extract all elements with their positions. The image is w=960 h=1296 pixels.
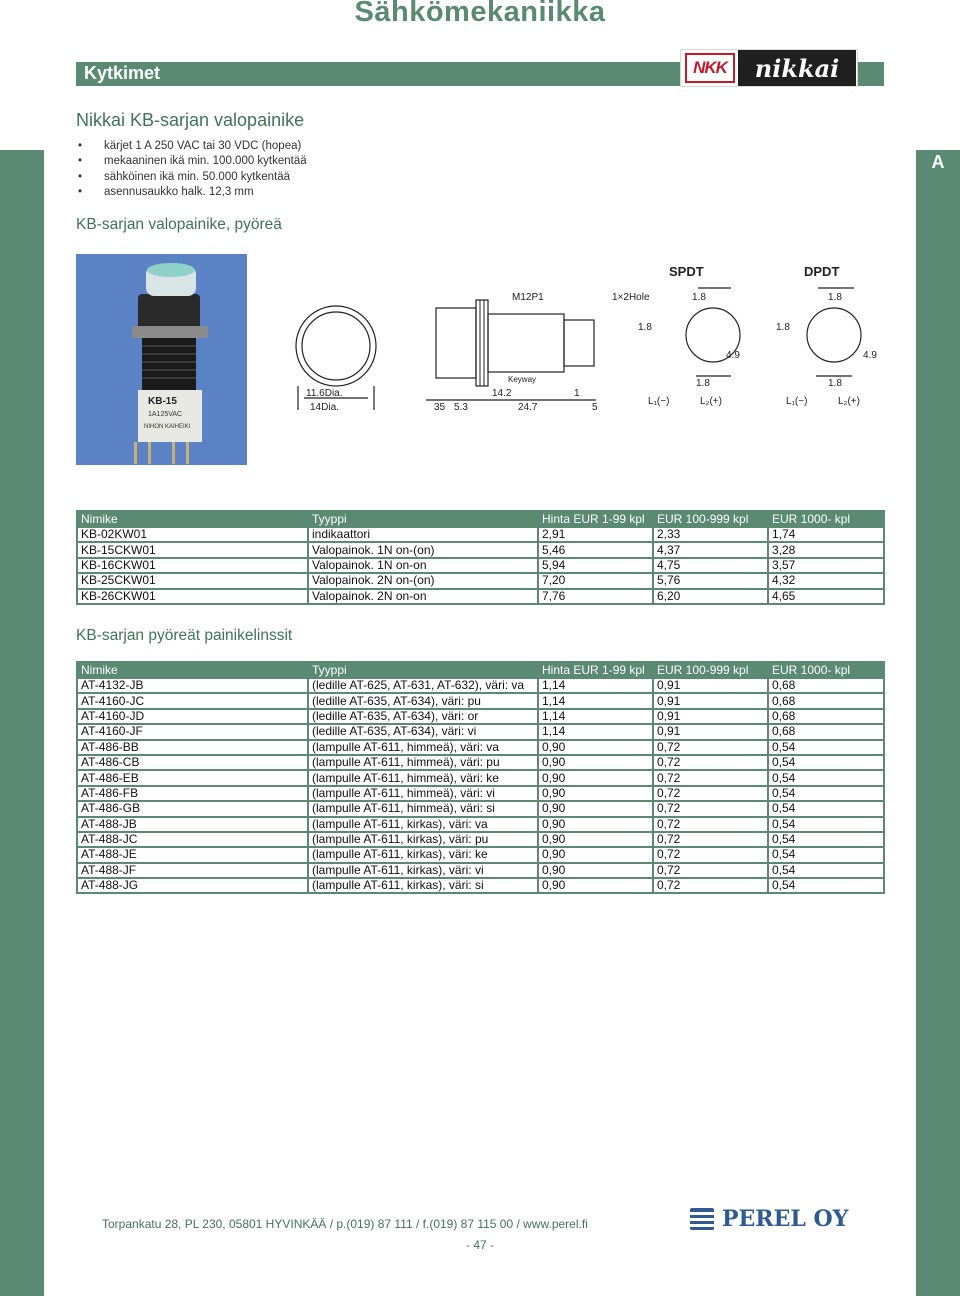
table-cell: AT-486-EB — [77, 770, 308, 785]
dim-label: 35 — [434, 402, 446, 413]
table-cell: KB-16CKW01 — [77, 558, 308, 573]
table-row — [77, 801, 884, 816]
column-header: Hinta EUR 1-99 kpl — [538, 662, 653, 678]
table-cell: 4,37 — [653, 542, 768, 557]
table-cell: (ledille AT-635, AT-634), väri: pu — [308, 693, 538, 708]
dim-label: 5 — [592, 402, 598, 413]
table-cell: AT-4132-JB — [77, 678, 308, 693]
table-cell: KB-25CKW01 — [77, 573, 308, 588]
table-cell: Valopainok. 1N on-on — [308, 558, 538, 573]
table-cell: 0,72 — [653, 847, 768, 862]
table-cell: 4,32 — [768, 573, 884, 588]
product-photo — [76, 254, 247, 465]
table-cell: AT-488-JG — [77, 878, 308, 893]
table-cell: 7,20 — [538, 573, 653, 588]
dim-label: 1.8 — [776, 322, 790, 333]
nikkai-logo-word: nikkai — [738, 50, 856, 86]
table-row — [77, 832, 884, 847]
table-cell: (lampulle AT-611, kirkas), väri: vi — [308, 863, 538, 878]
table-row — [77, 863, 884, 878]
dim-label: 4.9 — [863, 350, 877, 361]
table-cell: 0,91 — [653, 709, 768, 724]
nikkai-logo — [680, 49, 858, 87]
table-cell: 0,54 — [768, 755, 884, 770]
diameter-label: 14Dia. — [310, 402, 339, 413]
table-row — [77, 786, 884, 801]
table-cell: (lampulle AT-611, kirkas), väri: va — [308, 817, 538, 832]
table-row — [77, 709, 884, 724]
table-cell: 0,72 — [653, 832, 768, 847]
table-cell: 0,54 — [768, 740, 884, 755]
table-cell: 5,94 — [538, 558, 653, 573]
table-row — [77, 558, 884, 573]
table-cell: AT-486-GB — [77, 801, 308, 816]
spdt-label: SPDT — [669, 264, 704, 279]
terminal-label: L₁(−) — [786, 396, 808, 407]
feature-item: • kärjet 1 A 250 VAC tai 30 VDC (hopea) — [76, 139, 307, 154]
table-cell: 0,54 — [768, 878, 884, 893]
keyway-label: Keyway — [508, 375, 537, 384]
table-cell: 0,90 — [538, 863, 653, 878]
column-header: Nimike — [77, 662, 308, 678]
section-title-pushbutton: KB-sarjan valopainike, pyöreä — [76, 216, 282, 233]
dim-label: 1.8 — [828, 378, 842, 389]
table-cell: (lampulle AT-611, himmeä), väri: va — [308, 740, 538, 755]
table-row — [77, 542, 884, 557]
table-cell: 0,68 — [768, 709, 884, 724]
m12-label: M12P1 — [512, 292, 544, 303]
dim-label: 1.8 — [638, 322, 652, 333]
table-cell: 0,91 — [653, 693, 768, 708]
table-cell: 0,54 — [768, 786, 884, 801]
dim-label: 1 — [574, 388, 580, 399]
diameter-label: 11.6Dia. — [306, 388, 343, 399]
table-row — [77, 740, 884, 755]
table-cell: KB-15CKW01 — [77, 542, 308, 557]
table-cell: (lampulle AT-611, himmeä), väri: vi — [308, 786, 538, 801]
table-cell: 0,72 — [653, 740, 768, 755]
table-cell: 0,90 — [538, 786, 653, 801]
feature-item: • asennusaukko halk. 12,3 mm — [76, 185, 307, 200]
table-cell: AT-486-BB — [77, 740, 308, 755]
table-cell: 0,54 — [768, 832, 884, 847]
table-cell: 0,72 — [653, 817, 768, 832]
table-cell: 0,90 — [538, 878, 653, 893]
table-row — [77, 693, 884, 708]
dim-label: 1.8 — [828, 292, 842, 303]
table-header-row — [77, 662, 884, 678]
table-cell: 0,72 — [653, 755, 768, 770]
table-cell: 1,14 — [538, 678, 653, 693]
table-cell: 4,65 — [768, 589, 884, 604]
table-cell: 0,72 — [653, 863, 768, 878]
section-index-letter: A — [931, 152, 945, 172]
dim-label: 4.9 — [726, 350, 740, 361]
table-cell: (lampulle AT-611, kirkas), väri: ke — [308, 847, 538, 862]
table-row — [77, 770, 884, 785]
table-row — [77, 847, 884, 862]
dim-label: 14.2 — [492, 388, 512, 399]
page-number: - 47 - — [465, 1238, 494, 1252]
dim-label: 1.8 — [692, 292, 706, 303]
table-cell: (lampulle AT-611, kirkas), väri: pu — [308, 832, 538, 847]
perel-logo-word: PEREL OY — [722, 1206, 849, 1232]
table-cell: 0,54 — [768, 863, 884, 878]
table-cell: AT-4160-JC — [77, 693, 308, 708]
feature-item: • sähköinen ikä min. 50.000 kytkentää — [76, 170, 307, 185]
table-cell: 0,72 — [653, 801, 768, 816]
column-header: Tyyppi — [308, 511, 538, 527]
table-cell: 0,90 — [538, 847, 653, 862]
dim-label: 5.3 — [454, 402, 468, 413]
table-row — [77, 817, 884, 832]
table-cell: 0,90 — [538, 832, 653, 847]
table-cell: 5,46 — [538, 542, 653, 557]
table-cell: 6,20 — [653, 589, 768, 604]
table-row — [77, 878, 884, 893]
terminal-label: L₂(+) — [838, 396, 860, 407]
product-title: Nikkai KB-sarjan valopainike — [76, 110, 305, 130]
table-cell: 1,14 — [538, 724, 653, 739]
table-cell: 0,90 — [538, 770, 653, 785]
price-table-lenses — [76, 661, 885, 894]
price-table-pushbuttons — [76, 510, 885, 605]
footer-address: Torpankatu 28, PL 230, 05801 HYVINKÄÄ / p.(019) 87 111 / f.(019) 87 115 00 / www.perel.fi — [102, 1217, 588, 1231]
table-cell: 0,90 — [538, 755, 653, 770]
table-cell: AT-4160-JD — [77, 709, 308, 724]
table-cell: 2,91 — [538, 527, 653, 542]
column-header: Hinta EUR 1-99 kpl — [538, 511, 653, 527]
table-cell: Valopainok. 2N on-on — [308, 589, 538, 604]
table-cell: 1,14 — [538, 693, 653, 708]
table-cell: 3,28 — [768, 542, 884, 557]
table-cell: AT-488-JB — [77, 817, 308, 832]
table-cell: 0,68 — [768, 693, 884, 708]
table-cell: 0,68 — [768, 724, 884, 739]
perel-logo-mark — [690, 1208, 714, 1230]
right-side-band — [916, 150, 960, 1296]
section-title-lenses: KB-sarjan pyöreät painikelinssit — [76, 627, 293, 644]
table-cell: 1,14 — [538, 709, 653, 724]
feature-item: • mekaaninen ikä min. 100.000 kytkentää — [76, 154, 307, 169]
table-cell: 0,90 — [538, 817, 653, 832]
table-cell: AT-488-JC — [77, 832, 308, 847]
table-cell: Valopainok. 2N on-(on) — [308, 573, 538, 588]
dim-label: 1.8 — [696, 378, 710, 389]
table-cell: AT-488-JE — [77, 847, 308, 862]
column-header: EUR 1000- kpl — [768, 511, 884, 527]
column-header: EUR 1000- kpl — [768, 662, 884, 678]
table-cell: 3,57 — [768, 558, 884, 573]
column-header: Nimike — [77, 511, 308, 527]
table-cell: 5,76 — [653, 573, 768, 588]
photo-label-model: KB-15 — [148, 396, 177, 407]
table-row — [77, 527, 884, 542]
table-cell: AT-486-FB — [77, 786, 308, 801]
hole-label: 1×2Hole — [612, 292, 650, 303]
terminal-label: L₁(−) — [648, 396, 670, 407]
table-cell: indikaattori — [308, 527, 538, 542]
table-cell: 7,76 — [538, 589, 653, 604]
photo-label-rating: 1A125VAC — [148, 411, 183, 418]
column-header: EUR 100-999 kpl — [653, 662, 768, 678]
table-cell: AT-4160-JF — [77, 724, 308, 739]
table-cell: AT-488-JF — [77, 863, 308, 878]
table-cell: 0,54 — [768, 801, 884, 816]
table-cell: 0,54 — [768, 770, 884, 785]
table-cell: Valopainok. 1N on-(on) — [308, 542, 538, 557]
table-cell: AT-486-CB — [77, 755, 308, 770]
table-cell: (ledille AT-635, AT-634), väri: vi — [308, 724, 538, 739]
nkk-logo-mark: NKK — [685, 53, 735, 83]
table-row — [77, 589, 884, 604]
table-row — [77, 755, 884, 770]
table-cell: KB-26CKW01 — [77, 589, 308, 604]
table-header-row — [77, 511, 884, 527]
photo-label-maker: NIHON KAIHEIKI — [144, 424, 191, 430]
section-header-label: Kytkimet — [84, 63, 161, 83]
table-cell: 4,75 — [653, 558, 768, 573]
perel-logo — [690, 1206, 848, 1232]
table-cell: 0,72 — [653, 770, 768, 785]
table-row — [77, 724, 884, 739]
table-cell: 0,90 — [538, 740, 653, 755]
table-cell: 2,33 — [653, 527, 768, 542]
table-cell: 0,72 — [653, 878, 768, 893]
feature-list — [76, 139, 307, 201]
column-header: Tyyppi — [308, 662, 538, 678]
table-cell: 1,74 — [768, 527, 884, 542]
table-cell: 0,72 — [653, 786, 768, 801]
table-row — [77, 678, 884, 693]
table-cell: (lampulle AT-611, himmeä), väri: si — [308, 801, 538, 816]
table-cell: 0,90 — [538, 801, 653, 816]
table-cell: KB-02KW01 — [77, 527, 308, 542]
page-brand-title: Sähkömekaniikka — [354, 0, 606, 28]
dpdt-label: DPDT — [804, 264, 840, 279]
table-cell: 0,91 — [653, 724, 768, 739]
table-cell: 0,91 — [653, 678, 768, 693]
column-header: EUR 100-999 kpl — [653, 511, 768, 527]
table-cell: 0,68 — [768, 678, 884, 693]
pushbutton-photo-illustration — [76, 254, 247, 465]
table-cell: (lampulle AT-611, himmeä), väri: ke — [308, 770, 538, 785]
table-cell: (lampulle AT-611, kirkas), väri: si — [308, 878, 538, 893]
table-cell: 0,54 — [768, 817, 884, 832]
table-row — [77, 573, 884, 588]
dim-label: 24.7 — [518, 402, 538, 413]
table-cell: (ledille AT-625, AT-631, AT-632), väri: va — [308, 678, 538, 693]
dimension-drawing — [286, 258, 886, 418]
terminal-label: L₂(+) — [700, 396, 722, 407]
left-side-band — [0, 150, 44, 1296]
table-cell: 0,54 — [768, 847, 884, 862]
table-cell: (ledille AT-635, AT-634), väri: or — [308, 709, 538, 724]
table-cell: (lampulle AT-611, himmeä), väri: pu — [308, 755, 538, 770]
